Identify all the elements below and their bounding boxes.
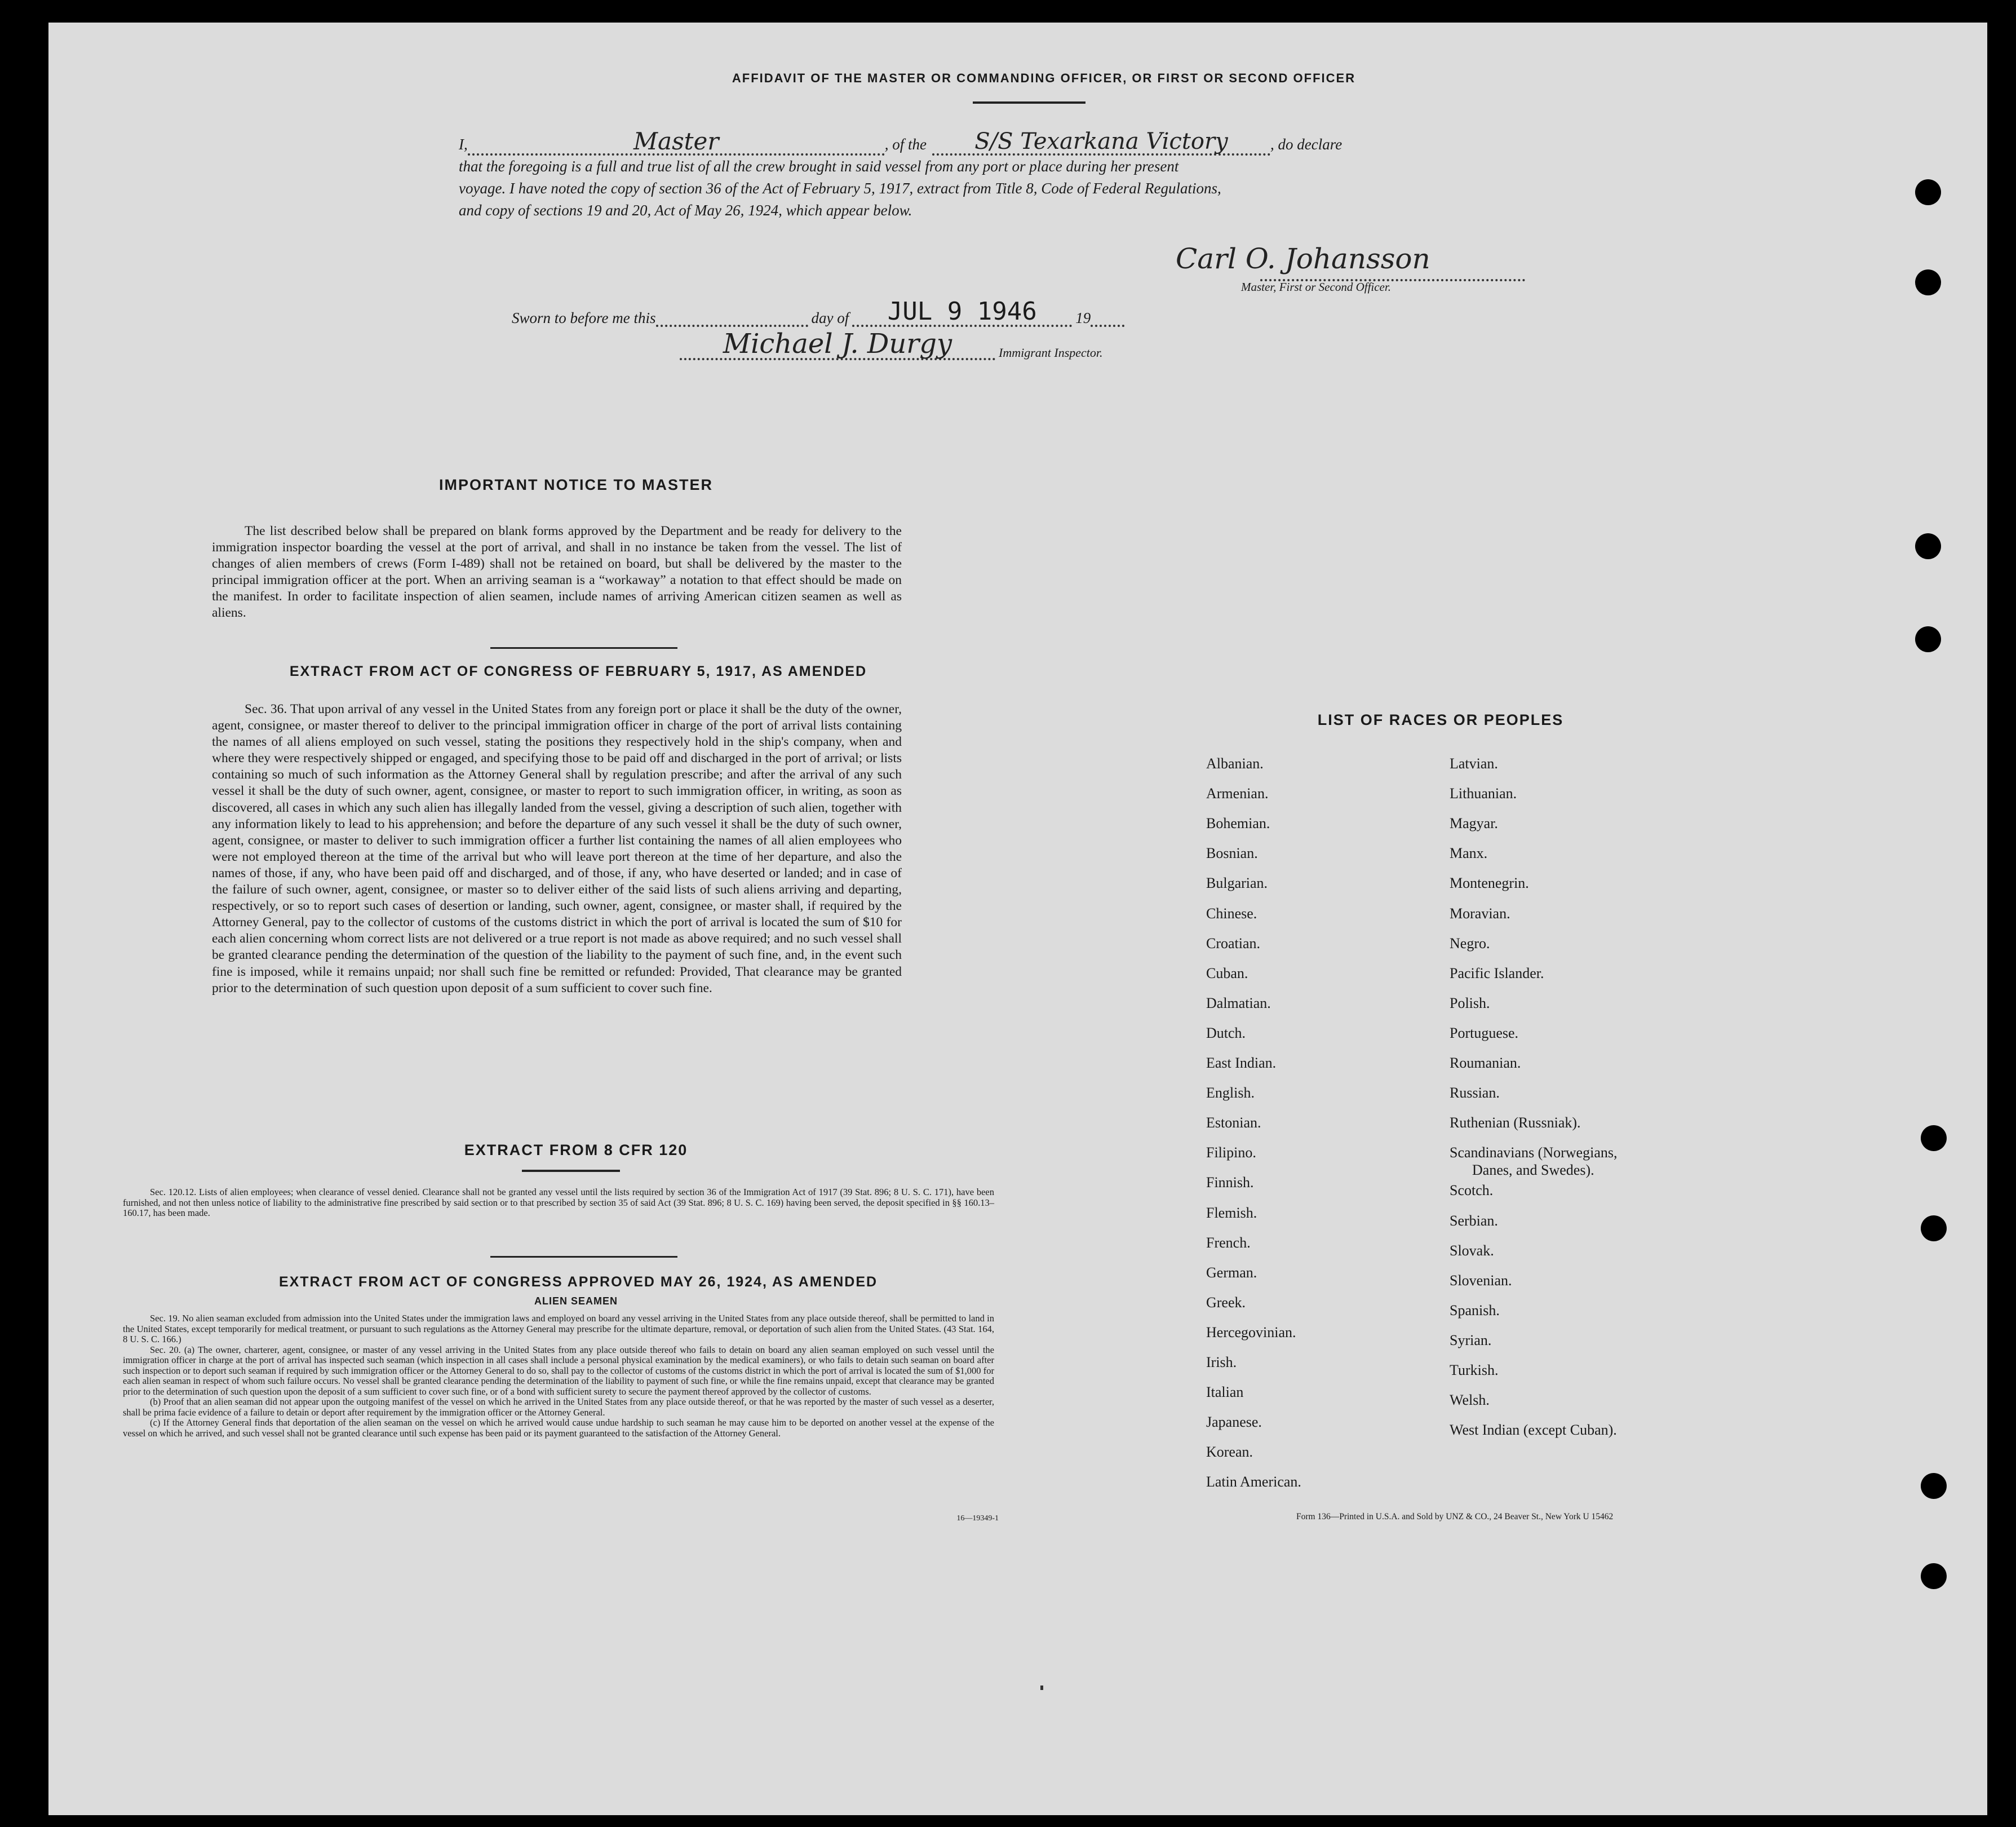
race-item: German. (1206, 1264, 1257, 1281)
race-item: Hercegovinian. (1206, 1324, 1296, 1341)
notice-text: The list described below shall be prepared on blank forms approved by the Department and be ready for delivery to the immigration inspector boarding the vessel at the port of arrival, and shall in no instance be taken from the vessel. The list of changes of alien members of crews (Form I-489) shall not be retained on board, but shall be delivered by the master to the principal immigration officer at the port. When an arriving seaman is a “workaway” a notation to that effect should be made on the manifest. In order to facilitate inspection of alien seamen, include names of arriving American citizen seamen as well as aliens. (212, 524, 902, 620)
punch-hole (1915, 533, 1941, 559)
race-item: Scandinavians (Norwegians, (1450, 1144, 1618, 1161)
race-item: Montenegrin. (1450, 875, 1529, 891)
race-item: Manx. (1450, 845, 1488, 861)
race-item: Roumanian. (1450, 1055, 1521, 1071)
race-item: Finnish. (1206, 1174, 1254, 1191)
punch-hole (1921, 1125, 1947, 1151)
cfr-title: EXTRACT FROM 8 CFR 120 (464, 1142, 688, 1158)
race-item: Pacific Islander. (1450, 965, 1544, 981)
race-item: Slovak. (1450, 1242, 1494, 1259)
form-code: 16—19349-1 (956, 1514, 999, 1523)
cfr-text: Sec. 120.12. Lists of alien employees; when clearance of vessel denied. Clearance shall not be granted any vessel until the lists required by section 36 of the Immigration Act of 1917 (39 Stat. 896; 8 U. S. C. 171), have been furnished, and not then unless notice of liability to the administrative fine prescribed by said section or to that prescribed by section 35 of said Act (39 Stat. 896; 8 U. S. C. 169) having been served, the deposit specified in §§ 160.13–160.17, has been made. (123, 1187, 994, 1218)
race-item: Negro. (1450, 935, 1490, 952)
name-field: Master (468, 130, 885, 156)
date-stamp: JUL 9 1946 (852, 299, 1072, 327)
punch-hole (1921, 1215, 1947, 1241)
race-item: Croatian. (1206, 935, 1261, 952)
of-the-label: , of the (884, 136, 927, 153)
race-item: Polish. (1450, 995, 1490, 1011)
race-item: Lithuanian. (1450, 785, 1517, 802)
race-item: Irish. (1206, 1354, 1237, 1370)
race-item: French. (1206, 1235, 1251, 1251)
punch-hole (1921, 1473, 1947, 1499)
sec-19-text: Sec. 19. No alien seaman excluded from admission into the United States under the immigration laws and employed on board any vessel arriving in the United States from any place outside thereof, shall be permitted to land in the United States, except temporarily for medical treatment, or pursuant to such regulations as the Attorney General may prescribe for the ultimate departure, removal, or deportation of such alien from the United States. (43 Stat. 164, 8 U. S. C. 166.) (123, 1313, 994, 1344)
race-item: East Indian. (1206, 1055, 1277, 1071)
officer-label: Master, First or Second Officer. (1241, 280, 1391, 294)
race-item: Bohemian. (1206, 815, 1270, 831)
declaration-line-1 (459, 127, 1599, 156)
race-item: Latvian. (1450, 755, 1498, 772)
year-field (1091, 308, 1124, 327)
race-item: Scotch. (1450, 1182, 1494, 1198)
race-item: Albanian. (1206, 755, 1264, 772)
race-item: Chinese. (1206, 905, 1257, 922)
alien-seamen-subtitle: ALIEN SEAMEN (534, 1295, 618, 1307)
race-item: Serbian. (1450, 1213, 1498, 1229)
punch-hole (1915, 179, 1941, 205)
race-item: Slovenian. (1450, 1272, 1512, 1289)
race-item: Moravian. (1450, 905, 1510, 922)
declaration-line-2: that the foregoing is a full and true list of all the crew brought in said vessel from any port or place during her present (459, 158, 1179, 175)
sec-20c-text: (c) If the Attorney General finds that deportation of the alien seaman on the vessel on which he arrived would cause undue hardship to such seaman he may cause him to be deported on another vessel at the expense of the vessel on which he arrived, and such vessel shall not be granted clearance until such expense has been paid or its payment guaranteed to the satisfaction of the Attorney General. (123, 1417, 994, 1439)
extract-1924-text (123, 1313, 994, 1439)
officer-signature: Carl O. Johansson (1176, 242, 1430, 275)
sworn-day-field (656, 308, 808, 327)
divider-1 (490, 647, 677, 649)
inspector-label: Immigrant Inspector. (999, 346, 1103, 360)
race-item: Flemish. (1206, 1205, 1257, 1221)
race-item: Spanish. (1450, 1302, 1500, 1319)
declaration-line-3: voyage. I have noted the copy of section 36 of the Act of February 5, 1917, extract from Title 8, Code of Federal Regulations, (459, 180, 1221, 197)
punch-hole (1915, 269, 1941, 295)
race-item: Dalmatian. (1206, 995, 1271, 1011)
document-page (48, 23, 1987, 1815)
race-item: Welsh. (1450, 1392, 1490, 1408)
race-item: Ruthenian (Russniak). (1450, 1114, 1581, 1131)
race-item: Japanese. (1206, 1414, 1262, 1430)
speck (1040, 1686, 1043, 1690)
punch-hole (1921, 1563, 1947, 1589)
title-rule (973, 101, 1085, 104)
race-item: Estonian. (1206, 1114, 1261, 1131)
inspector-signature: Michael J. Durgy (680, 330, 995, 360)
sec-20a-text: Sec. 20. (a) The owner, charterer, agent, consignee, or master of any vessel arriving in the United States from any place outside thereof who fails to detain on board any alien seaman employed on such vessel until the immigration officer in charge at the port of arrival has inspected such seaman (which inspection in all cases shall include a personal physical examination by the medical examiners), or who fails to detain such seaman on board after such inspection or to deport such seaman if required by such immigration officer or the Attorney General to do so, shall pay to the collector of customs of the customs district in which the port of arrival is located the sum of $1,000 for each alien seaman in respect of whom such failure occurs. No vessel shall be granted clearance pending the determination of the liability to payment of such fine, or while the fine remains unpaid, except that clearance may be granted prior to the determination of such question upon the deposit of a sum sufficient to cover such fine, or of a bond with sufficient surety to secure the payment thereof approved by the collector of customs. (123, 1344, 994, 1397)
race-item: Greek. (1206, 1294, 1246, 1311)
race-item: Syrian. (1450, 1332, 1492, 1348)
affidavit-title: AFFIDAVIT OF THE MASTER OR COMMANDING OFFICER, OR FIRST OR SECOND OFFICER (732, 71, 1356, 85)
year-prefix: 19 (1075, 309, 1091, 326)
i-label: I, (459, 136, 468, 153)
race-item: West Indian (except Cuban). (1450, 1422, 1617, 1438)
extract-1917-title: EXTRACT FROM ACT OF CONGRESS OF FEBRUARY 5, 1917, AS AMENDED (289, 663, 867, 679)
inspector-line (680, 330, 1103, 360)
race-item: Russian. (1450, 1085, 1500, 1101)
race-item: Bosnian. (1206, 845, 1258, 861)
cfr-rule (522, 1170, 620, 1172)
race-item: Turkish. (1450, 1362, 1499, 1378)
race-item: Bulgarian. (1206, 875, 1268, 891)
race-item: English. (1206, 1085, 1255, 1101)
race-item: Dutch. (1206, 1025, 1246, 1041)
race-item: Magyar. (1450, 815, 1498, 831)
extract-1924-title: EXTRACT FROM ACT OF CONGRESS APPROVED MAY 26, 1924, AS AMENDED (278, 1274, 878, 1290)
races-title: LIST OF RACES OR PEOPLES (1317, 711, 1564, 728)
do-declare-label: , do declare (1270, 136, 1342, 153)
punch-hole (1915, 626, 1941, 652)
vessel-field: S/S Texarkana Victory (932, 130, 1270, 156)
printer-footer: Form 136—Printed in U.S.A. and Sold by UNZ & CO., 24 Beaver St., New York U 15462 (1296, 1512, 1614, 1521)
notice-title: IMPORTANT NOTICE TO MASTER (439, 476, 713, 493)
race-item: Cuban. (1206, 965, 1248, 981)
race-item: Korean. (1206, 1444, 1253, 1460)
race-item: Italian (1206, 1384, 1244, 1400)
divider-2 (490, 1256, 677, 1258)
race-item: Armenian. (1206, 785, 1269, 802)
race-item: Danes, and Swedes). (1472, 1162, 1594, 1178)
sworn-line (512, 299, 1251, 327)
extract-1917-text: Sec. 36. That upon arrival of any vessel in the United States from any foreign port or place it shall be the duty of the owner, agent, consignee, or master thereof to deliver to the principal immigration officer in charge of the port of arrival lists containing the names of all aliens employed on such vessel, stating the positions they respectively hold in the ship's company, when and where they were respectively shipped or engaged, and specifying those to be paid off and discharged in the port of arrival; or lists containing so much of such information as the Attorney General shall by regulation prescribe; and after the arrival of any such vessel it shall be the duty of such owner, agent, consignee, or master to report to such immigration officer, in writing, as soon as discovered, all cases in which any such alien has illegally landed from the vessel, giving a description of such alien, together with any information likely to lead to his apprehension; and before the departure of any such vessel it shall be the duty of such owner, agent, consignee, or master to deliver to such immigration officer a further list containing the names of all alien employees who were not employed thereon at the time of the arrival but who will leave port thereon at the time of her departure, and also the names of those, if any, who have been paid off and discharged, and of those, if any, who have deserted or landed; and in case of the failure of such owner, agent, consignee, or master so to deliver either of the said lists of such aliens arriving and departing, respectively, or so to report such cases of desertion or landing, such owner, agent, consignee, or master shall, if required by the Attorney General, pay to the collector of customs of the customs district in which the port of arrival is located the sum of $10 for each alien concerning whom correct lists are not delivered or a true report is not made as above required; and no such vessel shall be granted clearance pending the determination of the question of the liability to the payment of such fine, and, in the event such fine is imposed, while it remains unpaid; nor shall such fine be remitted or refunded: Provided, That clearance may be granted prior to the determination of such question upon deposit of a sum sufficient to cover such fine. (212, 702, 902, 996)
race-item: Portuguese. (1450, 1025, 1519, 1041)
affidavit-declaration (459, 127, 1599, 222)
day-of-label: day of (811, 309, 849, 326)
sec-20b-text: (b) Proof that an alien seaman did not appear upon the outgoing manifest of the vessel on which he arrived in the United States from any place outside thereof, or that he was reported by the master of such vessel as a deserter, shall be prima facie evidence of a failure to detain or deport after requirement by the immigration officer or the Attorney General. (123, 1396, 994, 1418)
declaration-line-4: and copy of sections 19 and 20, Act of May 26, 1924, which appear below. (459, 202, 912, 219)
race-item: Latin American. (1206, 1474, 1301, 1490)
race-item: Filipino. (1206, 1144, 1256, 1161)
sworn-label: Sworn to before me this (512, 309, 656, 326)
